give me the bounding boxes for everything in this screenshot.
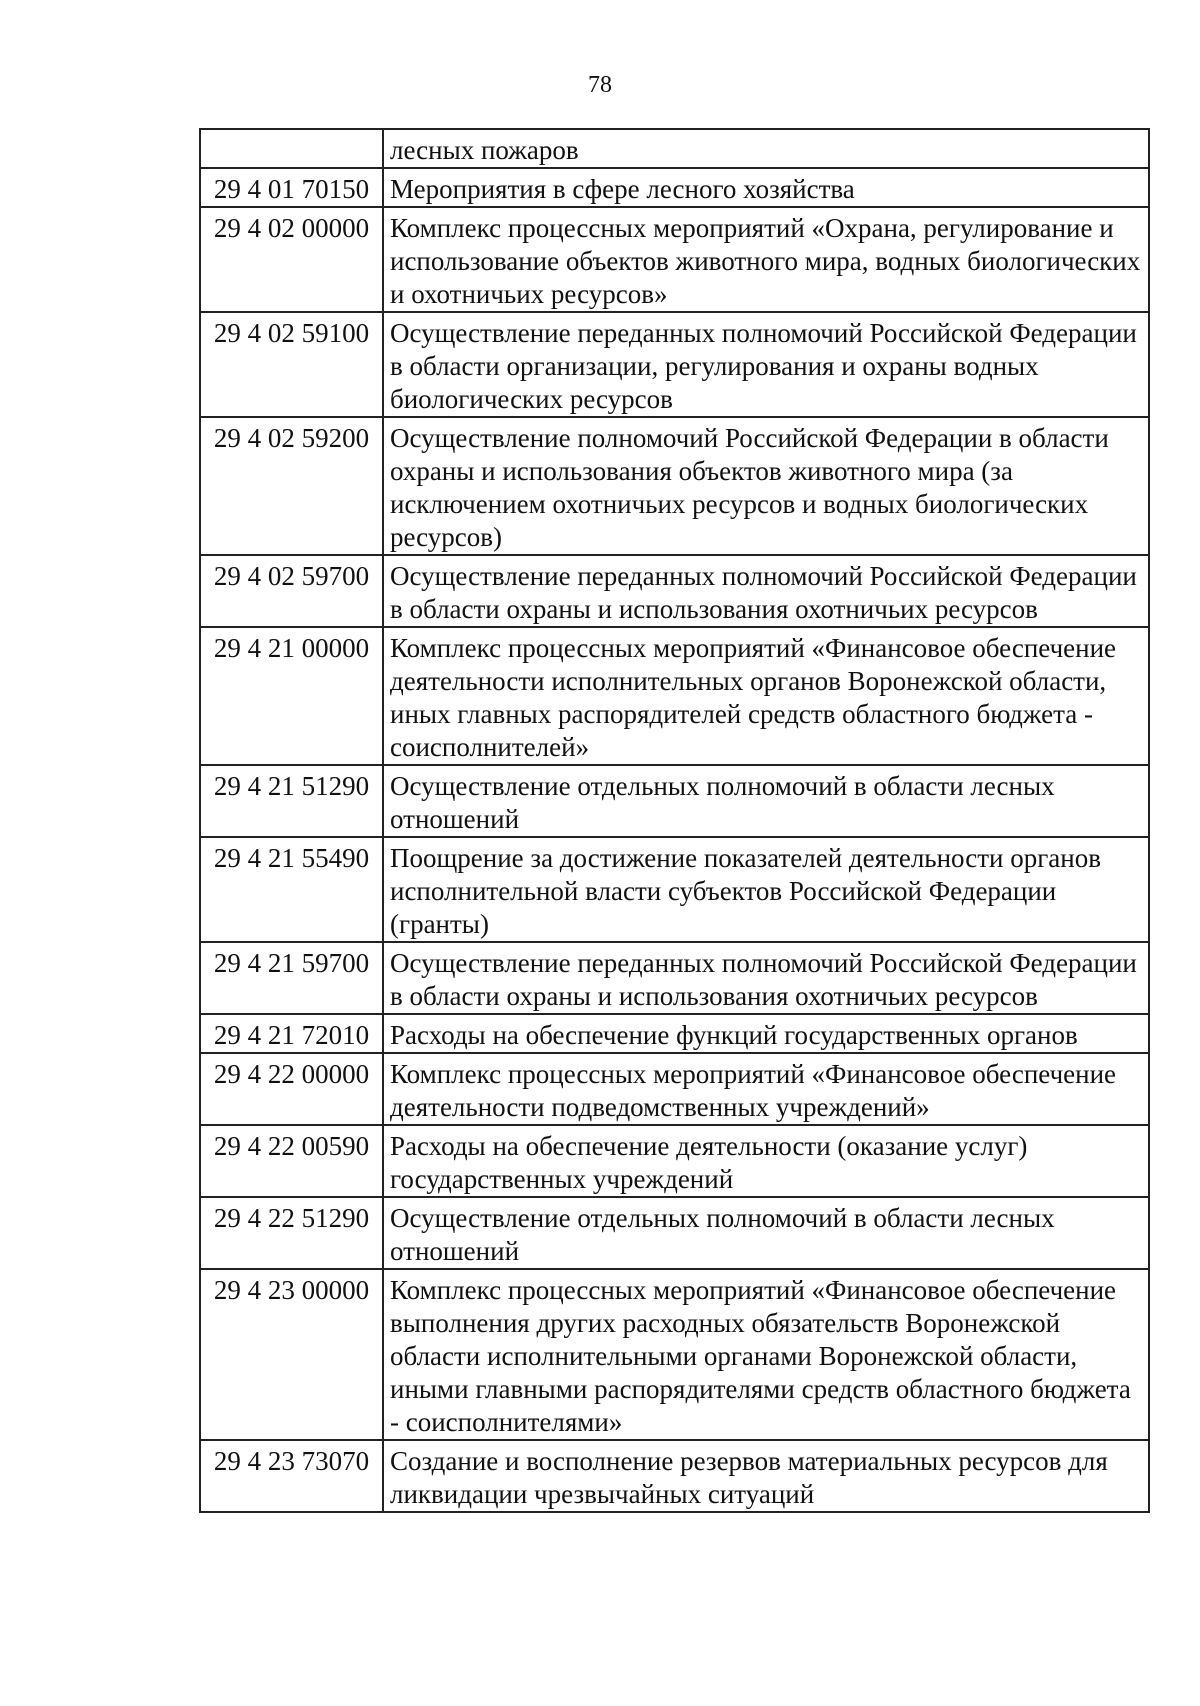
row-description: Осуществление полномочий Российской Федерации в области охраны и использования объектов животного мира (за исключением охотничьих ресурсов и водных биологических ресурсов) — [383, 417, 1149, 555]
table-row — [200, 129, 1149, 168]
row-description: Создание и восполнение резервов материальных ресурсов для ликвидации чрезвычайных ситуаций — [383, 1440, 1149, 1512]
table-row — [200, 1269, 1149, 1440]
row-code — [200, 129, 383, 168]
table-row — [200, 837, 1149, 942]
table-row — [200, 1014, 1149, 1053]
table-row — [200, 765, 1149, 837]
table-row — [200, 627, 1149, 765]
row-code: 29 4 02 59200 — [200, 417, 383, 555]
row-code: 29 4 21 72010 — [200, 1014, 383, 1053]
row-description: Осуществление переданных полномочий Российской Федерации в области охраны и использования охотничьих ресурсов — [383, 555, 1149, 627]
row-description: Осуществление отдельных полномочий в области лесных отношений — [383, 765, 1149, 837]
row-code: 29 4 23 73070 — [200, 1440, 383, 1512]
row-description: лесных пожаров — [383, 129, 1149, 168]
row-description: Осуществление переданных полномочий Российской Федерации в области организации, регулирования и охраны водных биологических ресурсов — [383, 312, 1149, 417]
table-row — [200, 1125, 1149, 1197]
table-row — [200, 1053, 1149, 1125]
table-row — [200, 312, 1149, 417]
row-description: Мероприятия в сфере лесного хозяйства — [383, 168, 1149, 207]
row-description: Расходы на обеспечение функций государственных органов — [383, 1014, 1149, 1053]
row-description: Осуществление отдельных полномочий в области лесных отношений — [383, 1197, 1149, 1269]
table-row — [200, 168, 1149, 207]
row-code: 29 4 22 00000 — [200, 1053, 383, 1125]
row-code: 29 4 21 55490 — [200, 837, 383, 942]
row-description: Комплекс процессных мероприятий «Охрана, регулирование и использование объектов животного мира, водных биологических и охотничьих ресурсов» — [383, 207, 1149, 312]
row-description: Осуществление переданных полномочий Российской Федерации в области охраны и использования охотничьих ресурсов — [383, 942, 1149, 1014]
row-description: Расходы на обеспечение деятельности (оказание услуг) государственных учреждений — [383, 1125, 1149, 1197]
row-code: 29 4 22 00590 — [200, 1125, 383, 1197]
table-row — [200, 942, 1149, 1014]
row-code: 29 4 21 51290 — [200, 765, 383, 837]
row-description: Поощрение за достижение показателей деятельности органов исполнительной власти субъектов Российской Федерации (гранты) — [383, 837, 1149, 942]
row-description: Комплекс процессных мероприятий «Финансовое обеспечение выполнения других расходных обязательств Воронежской области исполнительными органами Воронежской области, иными главными распорядителями средств областного бюджета - соисполнителями» — [383, 1269, 1149, 1440]
table-row — [200, 555, 1149, 627]
row-code: 29 4 02 00000 — [200, 207, 383, 312]
budget-code-table — [199, 128, 1150, 1513]
table-row — [200, 207, 1149, 312]
table-row — [200, 1197, 1149, 1269]
row-code: 29 4 02 59700 — [200, 555, 383, 627]
table-row — [200, 417, 1149, 555]
row-code: 29 4 02 59100 — [200, 312, 383, 417]
row-code: 29 4 21 00000 — [200, 627, 383, 765]
row-code: 29 4 22 51290 — [200, 1197, 383, 1269]
row-description: Комплекс процессных мероприятий «Финансовое обеспечение деятельности подведомственных учреждений» — [383, 1053, 1149, 1125]
page-number: 78 — [588, 72, 612, 98]
row-code: 29 4 21 59700 — [200, 942, 383, 1014]
row-description: Комплекс процессных мероприятий «Финансовое обеспечение деятельности исполнительных органов Воронежской области, иных главных распорядителей средств областного бюджета - соисполнителей» — [383, 627, 1149, 765]
row-code: 29 4 01 70150 — [200, 168, 383, 207]
row-code: 29 4 23 00000 — [200, 1269, 383, 1440]
table-row — [200, 1440, 1149, 1512]
